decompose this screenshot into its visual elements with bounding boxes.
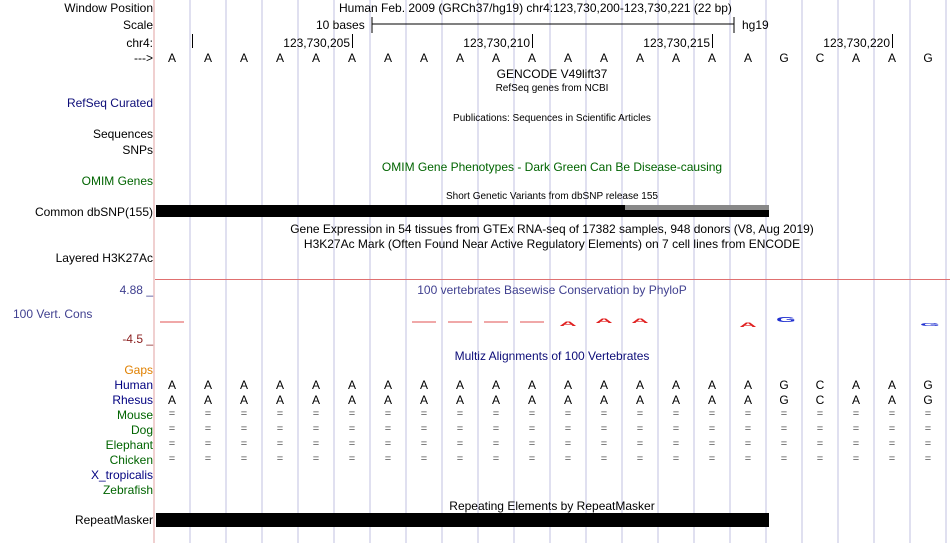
alignment-base: A [743,393,752,407]
alignment-base: A [599,393,608,407]
alignment-base: A [239,393,248,407]
base-letter: A [707,51,716,65]
alignment-base: A [491,378,500,392]
alignment-base: = [384,453,392,465]
base-letter: A [491,51,500,65]
base-letter: A [563,51,572,65]
chrom-label: chr4: [126,36,153,50]
alignment-base: = [888,453,896,465]
alignment-base: A [707,393,716,407]
alignment-base: A [419,393,428,407]
position-tick-label: 123,730,215 [643,36,710,50]
alignment-base: = [204,453,212,465]
alignment-base: = [384,423,392,435]
alignment-base: = [276,408,284,420]
alignment-base: A [563,393,572,407]
alignment-base: A [635,378,644,392]
alignment-base: A [455,378,464,392]
alignment-base: = [384,408,392,420]
alignment-base: = [420,453,428,465]
base-letter: A [635,51,644,65]
base-letter: G [779,51,789,65]
alignment-base: = [744,453,752,465]
alignment-base: = [168,423,176,435]
alignment-base: = [204,408,212,420]
alignment-base: = [852,408,860,420]
alignment-base: G [779,393,789,407]
repeatmasker-label[interactable]: RepeatMasker [74,513,153,527]
alignment-base: A [851,393,860,407]
omim-title: OMIM Gene Phenotypes - Dark Green Can Be Disease-causing [381,160,723,174]
alignment-base: A [275,393,284,407]
alignment-base: = [744,408,752,420]
species-label[interactable]: Chicken [109,453,153,467]
position-tick-label: 123,730,220 [823,36,890,50]
alignment-base: G [923,393,933,407]
alignment-base: = [564,423,572,435]
alignment-base: = [744,423,752,435]
alignment-base: A [491,393,500,407]
base-letter: A [743,51,752,65]
alignment-base: = [492,423,500,435]
cons-label[interactable]: 100 Vert. Cons [13,307,93,321]
alignment-base: A [311,393,320,407]
base-letter: A [383,51,392,65]
base-letter: A [599,51,608,65]
gtex-title: Gene Expression in 54 tissues from GTEx RNA-seq of 17382 samples, 948 donors (V8, Aug 2019) [290,222,814,236]
strand-label: ---> [134,51,153,65]
alignment-base: A [563,378,572,392]
alignment-base: = [600,438,608,450]
cons-title: 100 vertebrates Basewise Conservation by PhyloP [417,283,687,297]
position-tick-label: 123,730,210 [463,36,530,50]
alignment-base: A [671,378,680,392]
alignment-base: = [492,438,500,450]
alignment-base: = [528,438,536,450]
alignment-base: = [204,438,212,450]
alignment-base: = [708,408,716,420]
window-position-label: Window Position [64,1,153,15]
alignment-base: = [348,453,356,465]
cons-logo-letter: A [631,317,649,325]
alignment-base: = [456,453,464,465]
base-letter: A [851,51,860,65]
alignment-base: = [204,423,212,435]
alignment-base: A [311,378,320,392]
publications-title: Publications: Sequences in Scientific Articles [453,113,651,124]
alignment-base: = [708,423,716,435]
alignment-base: = [312,453,320,465]
position-tick [712,34,713,48]
alignment-base: = [456,438,464,450]
alignment-base: = [492,453,500,465]
multiz-title: Multiz Alignments of 100 Vertebrates [454,349,650,363]
alignment-base: A [203,393,212,407]
h3k27ac-label[interactable]: Layered H3K27Ac [55,251,153,265]
dbsnp-feature-highlight [625,205,769,210]
base-letter: A [203,51,212,65]
omim-label[interactable]: OMIM Genes [81,174,153,188]
alignment-base: = [528,408,536,420]
scale-text: 10 bases [316,18,365,32]
alignment-base: = [240,438,248,450]
alignment-base: = [276,438,284,450]
alignment-base: = [852,438,860,450]
alignment-base: C [815,393,825,407]
dbsnp-label[interactable]: Common dbSNP(155) [34,205,153,219]
alignment-base: = [888,408,896,420]
alignment-base: A [887,393,896,407]
alignment-base: A [599,378,608,392]
cons-logo-letter: A [559,320,577,328]
alignment-base: = [528,453,536,465]
alignment-base: = [240,423,248,435]
alignment-base: = [168,408,176,420]
alignment-base: = [816,453,824,465]
refseq-label[interactable]: RefSeq Curated [66,96,153,110]
base-letter: A [887,51,896,65]
base-letter: A [419,51,428,65]
alignment-base: = [924,408,932,420]
alignment-base: = [456,423,464,435]
alignment-base: = [276,423,284,435]
alignment-base: = [600,423,608,435]
alignment-base: = [708,453,716,465]
alignment-base: = [240,453,248,465]
base-letter: A [311,51,320,65]
alignment-base: = [636,438,644,450]
alignment-base: = [384,438,392,450]
base-letter: A [167,51,176,65]
alignment-base: = [168,453,176,465]
alignment-base: A [707,378,716,392]
alignment-base: = [780,438,788,450]
alignment-base: = [816,438,824,450]
alignment-base: = [672,408,680,420]
alignment-base: A [455,393,464,407]
species-label[interactable]: Dog [130,423,153,437]
alignment-base: = [636,423,644,435]
alignment-base: = [564,453,572,465]
base-letter: A [275,51,284,65]
alignment-base: A [383,378,392,392]
gaps-label[interactable]: Gaps [124,363,153,377]
alignment-base: = [348,423,356,435]
scale-bar [370,16,736,34]
alignment-base: = [744,438,752,450]
species-label[interactable]: X_tropicalis [90,468,153,482]
base-letter: C [815,51,825,65]
cons-plot[interactable] [0,310,950,330]
alignment-base: A [383,393,392,407]
alignment-base: = [636,453,644,465]
base-letter: A [239,51,248,65]
position-tick-label: 123,730,205 [283,36,350,50]
alignment-base: = [816,423,824,435]
alignment-base: = [420,438,428,450]
alignment-base: = [528,423,536,435]
alignment-base: A [671,393,680,407]
assembly-title[interactable]: Human Feb. 2009 (GRCh37/hg19) chr4:123,730,200-123,730,221 (22 bp) [339,1,732,15]
position-tick [352,34,353,48]
cons-min-label: -4.5 _ [122,332,153,346]
alignment-base: A [275,378,284,392]
alignment-base: = [924,453,932,465]
alignment-base: = [492,408,500,420]
alignment-base: A [239,378,248,392]
alignment-base: A [167,393,176,407]
alignment-base: = [672,438,680,450]
alignment-base: = [456,408,464,420]
alignment-base: = [672,453,680,465]
assembly-short: hg19 [742,18,769,32]
alignment-base: = [168,438,176,450]
alignment-base: = [348,408,356,420]
sequences-label[interactable]: Sequences [92,127,153,141]
alignment-base: = [420,423,428,435]
alignment-base: = [852,423,860,435]
alignment-base: = [924,423,932,435]
gencode-title[interactable]: GENCODE V49lift37 [496,67,608,81]
cons-logo-letter: A [739,321,757,329]
alignment-base: = [708,438,716,450]
alignment-base: = [924,438,932,450]
alignment-base: = [420,408,428,420]
alignment-base: = [276,453,284,465]
alignment-base: = [636,408,644,420]
alignment-base: A [203,378,212,392]
dbsnp-title: Short Genetic Variants from dbSNP release 155 [446,191,658,202]
alignment-base: A [347,393,356,407]
alignment-base: = [600,408,608,420]
alignment-base: A [743,378,752,392]
repeatmasker-title: Repeating Elements by RepeatMasker [449,499,655,513]
alignment-base: A [167,378,176,392]
alignment-base: = [852,453,860,465]
alignment-base: G [779,378,789,392]
alignment-base: = [312,408,320,420]
species-label[interactable]: Zebrafish [102,483,153,497]
base-letter: A [455,51,464,65]
alignment-base: A [347,378,356,392]
cons-max-label: 4.88 _ [119,283,153,297]
position-tick [192,34,193,48]
cons-logo-letter: G [920,322,940,327]
species-label[interactable]: Elephant [105,438,153,452]
base-letter: A [671,51,680,65]
species-label[interactable]: Mouse [116,408,153,422]
alignment-base: = [348,438,356,450]
alignment-base: = [672,423,680,435]
alignment-base: A [527,378,536,392]
repeatmasker-feature-bar[interactable] [156,513,769,527]
h3k27ac-title: H3K27Ac Mark (Often Found Near Active Regulatory Elements) on 7 cell lines from ENCODE [303,237,801,251]
alignment-base: = [780,408,788,420]
alignment-base: A [635,393,644,407]
base-letter: A [527,51,536,65]
position-tick [532,34,533,48]
alignment-base: = [240,408,248,420]
alignment-base: = [780,453,788,465]
alignment-base: = [888,423,896,435]
alignment-base: A [527,393,536,407]
alignment-base: C [815,378,825,392]
cons-logo-letter: G [776,315,796,324]
track-divider [155,279,950,280]
alignment-base: G [923,378,933,392]
refseq-subtitle: RefSeq genes from NCBI [495,83,609,94]
scale-label: Scale [122,18,153,32]
alignment-base: A [887,378,896,392]
alignment-base: = [888,438,896,450]
alignment-base: = [564,408,572,420]
species-label[interactable]: Rhesus [112,393,153,407]
position-tick [892,34,893,48]
alignment-base: = [564,438,572,450]
species-label[interactable]: Human [114,378,153,392]
alignment-base: = [312,438,320,450]
alignment-base: = [816,408,824,420]
alignment-base: = [600,453,608,465]
snps-label[interactable]: SNPs [122,143,153,157]
base-letter: A [347,51,356,65]
cons-logo-letter: A [595,317,613,325]
alignment-base: = [780,423,788,435]
base-letter: G [923,51,933,65]
alignment-base: A [851,378,860,392]
alignment-base: = [312,423,320,435]
alignment-base: A [419,378,428,392]
